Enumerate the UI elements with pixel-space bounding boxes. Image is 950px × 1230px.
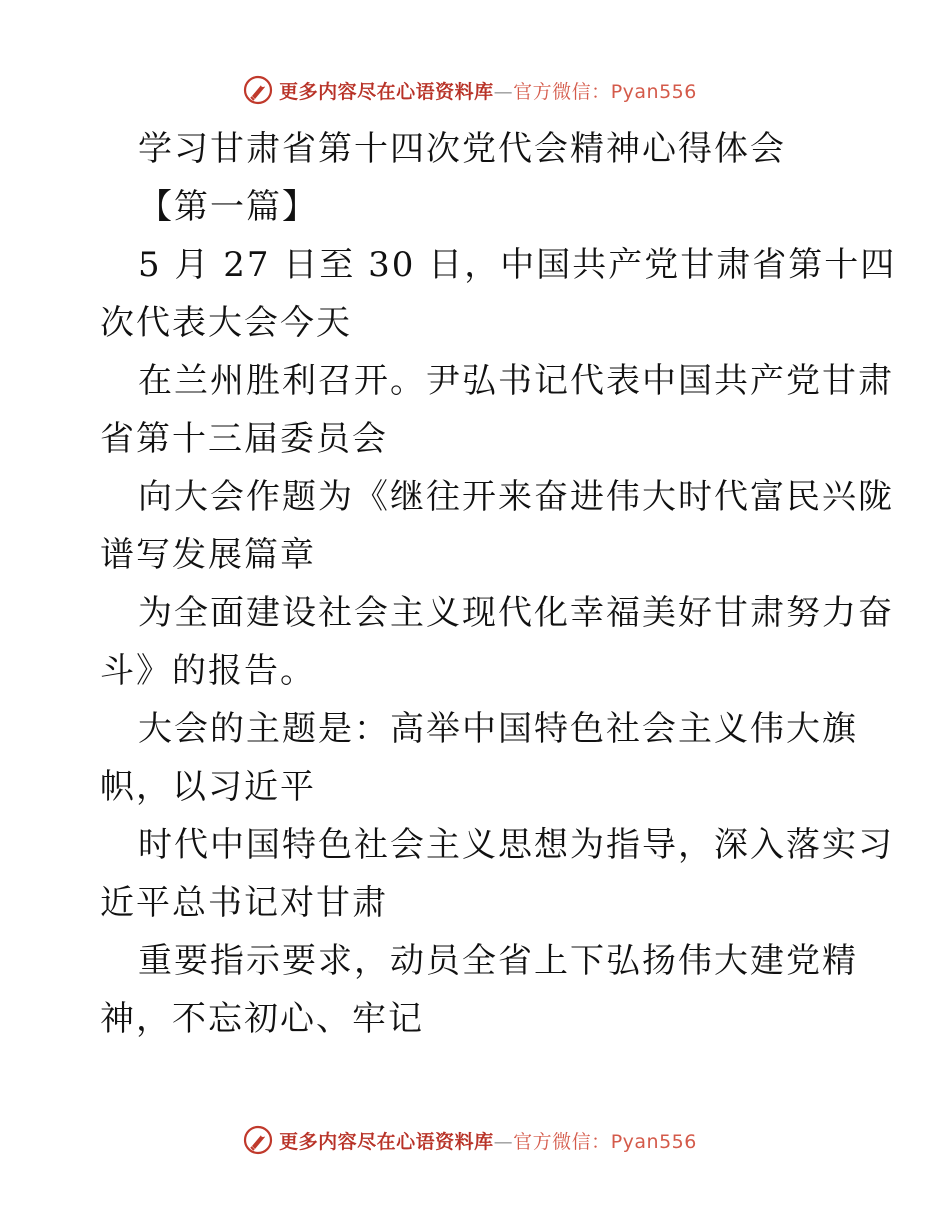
paragraph-line: 在兰州胜利召开。尹弘书记代表中国共产党甘肃 <box>138 361 894 401</box>
paragraph-line: 近平总书记对甘肃 <box>100 883 388 923</box>
watermark-wechat-label: 官方微信： <box>513 80 611 103</box>
footer-watermark <box>0 1120 950 1160</box>
section-heading: 【第一篇】 <box>138 187 318 227</box>
paragraph-line: 向大会作题为《继往开来奋进伟大时代富民兴陇 <box>138 477 894 517</box>
watermark-wechat-id: Pyan556 <box>610 80 697 103</box>
pen-logo-icon <box>243 1125 273 1155</box>
watermark-wechat-id: Pyan556 <box>610 1130 697 1153</box>
watermark-site: 更多内容尽在心语资料库 <box>279 1130 494 1153</box>
paragraph-line: 时代中国特色社会主义思想为指导，深入落实习 <box>138 825 894 865</box>
document-title: 学习甘肃省第十四次党代会精神心得体会 <box>138 129 786 169</box>
paragraph-line: 帜，以习近平 <box>100 767 316 807</box>
watermark-dash: — <box>493 80 514 103</box>
watermark-wechat-label: 官方微信： <box>513 1130 611 1153</box>
paragraph-line: 省第十三届委员会 <box>100 419 388 459</box>
watermark-text <box>279 1127 697 1154</box>
paragraph-line: 次代表大会今天 <box>100 303 352 343</box>
header-watermark <box>0 70 950 110</box>
paragraph-line: 谱写发展篇章 <box>100 535 316 575</box>
paragraph-line: 大会的主题是：高举中国特色社会主义伟大旗 <box>138 709 858 749</box>
paragraph-line: 神，不忘初心、牢记 <box>100 999 424 1039</box>
paragraph-line: 斗》的报告。 <box>100 651 316 691</box>
paragraph-line: 重要指示要求，动员全省上下弘扬伟大建党精 <box>138 941 858 981</box>
document-body <box>100 120 897 1048</box>
watermark-text <box>279 77 697 104</box>
paragraph-line: 为全面建设社会主义现代化幸福美好甘肃努力奋 <box>138 593 894 633</box>
watermark-site: 更多内容尽在心语资料库 <box>279 80 494 103</box>
paragraph-line: 5 月 27 日至 30 日，中国共产党甘肃省第十四 <box>138 245 897 285</box>
pen-logo-icon <box>243 75 273 105</box>
watermark-dash: — <box>493 1130 514 1153</box>
